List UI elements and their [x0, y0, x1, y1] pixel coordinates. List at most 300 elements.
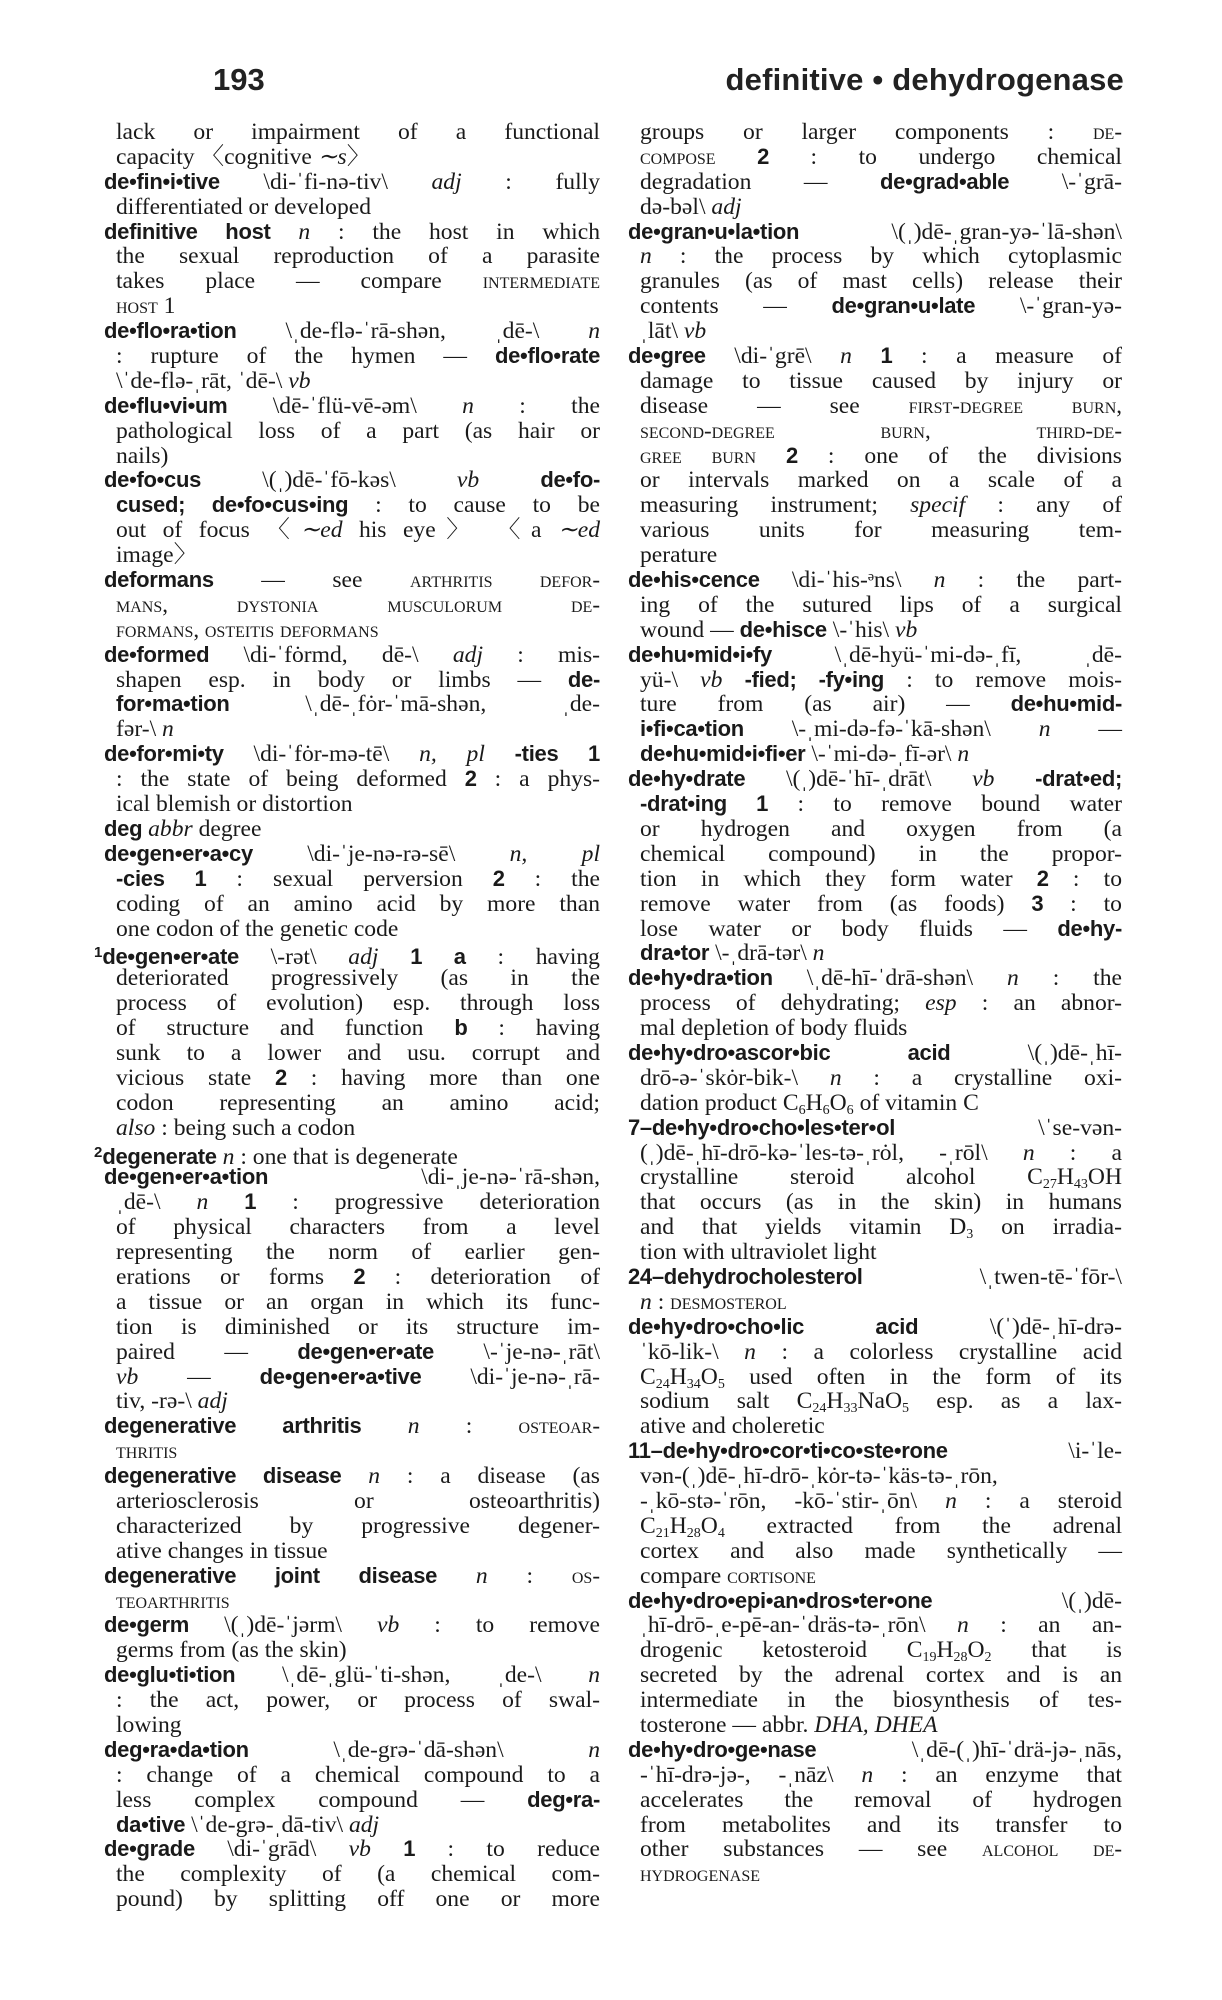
entry-continuation-line: [104, 1389, 600, 1414]
headword-text: de•hu•mid•i•fy: [628, 641, 772, 667]
entry-continuation-line: [104, 1887, 600, 1912]
entry-headword-line: [104, 643, 600, 668]
definition-text: : a phys-: [476, 766, 600, 793]
definition-text: [479, 467, 540, 493]
entry-continuation-line: [628, 1240, 1122, 1265]
definition-text: the complexity of (a chemical com-: [116, 1861, 600, 1888]
italic-label: also: [116, 1114, 156, 1141]
entry-headword-line: [628, 220, 1122, 245]
definition-text: \ˈde-flə-ˌrāt, ˈdē-\: [116, 367, 289, 394]
entry-continuation-line: [104, 244, 600, 269]
entry-continuation-line: [628, 1514, 1122, 1539]
headword-text: de•gran•u•la•tion: [628, 218, 800, 244]
italic-label: n: [840, 343, 852, 370]
definition-text: tion is diminished or its structure im-: [116, 1313, 600, 1340]
definition-text: that occurs (as in the skin) in humans: [640, 1189, 1122, 1216]
subscript: 6: [846, 1102, 854, 1118]
entry-continuation-line: [104, 692, 600, 717]
headword-text: de•hisce: [739, 616, 827, 642]
italic-label: n: [933, 567, 946, 594]
headword-text: 24–dehydrocholesterol: [628, 1263, 863, 1289]
cross-reference: desmosterol: [670, 1288, 787, 1314]
entry-continuation-line: [104, 966, 600, 991]
entry-continuation-line: [104, 917, 600, 942]
cross-reference: host: [116, 293, 158, 319]
italic-label: n: [368, 1463, 381, 1490]
definition-text: or hydrogen and oxygen from (a: [640, 815, 1122, 842]
definition-text: : the: [504, 865, 600, 892]
entry-continuation-line: [104, 618, 600, 643]
definition-text: the sexual reproduction of a parasite: [116, 243, 600, 270]
definition-text: germs from (as the skin): [116, 1637, 347, 1664]
definition-text: : the act, power, or process of swal-: [116, 1687, 600, 1714]
headword-text: de•flo•rate: [494, 343, 600, 369]
headword-text: 2: [275, 1064, 287, 1090]
definition-text: lack or impairment of a functional: [116, 119, 600, 145]
italic-label: n: [588, 1736, 600, 1763]
definition-text: lose water or body fluids —: [640, 915, 1058, 942]
definition-text: \ˌtwen-tē-ˈfōr-\: [862, 1263, 1122, 1290]
italic-label: adj: [348, 944, 379, 971]
subscript: 24: [812, 1401, 827, 1417]
entry-continuation-line: [628, 1813, 1122, 1838]
headword-text: de•hy•drate: [628, 766, 746, 792]
entry-headword-line: [104, 170, 600, 195]
entry-continuation-line: [104, 294, 600, 319]
definition-text: vən-(ˌ)dē-ˌhī-drō-ˌkȯr-tə-ˈkäs-tə-ˌrōn,: [640, 1463, 998, 1490]
right-column: [628, 120, 1122, 1887]
definition-text: \-ˈhis\: [826, 616, 896, 643]
definition-text: of structure and function: [116, 1015, 455, 1042]
headword-text: deg•ra-: [527, 1786, 600, 1812]
headword-text: de•gran•u•late: [831, 293, 976, 319]
definition-text: \-ˈgrā-: [1009, 168, 1122, 195]
definition-text: \(ˌ)dē-ˈjərm\: [189, 1612, 378, 1639]
headword-text: de•fin•i•tive: [104, 168, 220, 194]
entry-continuation-line: [104, 1763, 600, 1788]
headword-text: de•hy-: [1057, 915, 1122, 941]
definition-text: \di-ˌje-nə-ˈrā-shən,: [268, 1164, 600, 1191]
entry-continuation-line: [104, 1539, 600, 1564]
definition-text: : a steroid: [956, 1487, 1123, 1514]
entry-headword-line: [104, 1464, 600, 1489]
entry-continuation-line: [104, 1713, 600, 1738]
definition-text: H: [936, 1637, 954, 1664]
entry-headword-line: [628, 1738, 1122, 1763]
headword-text: cused; de•fo•cus•ing: [116, 492, 349, 518]
entry-continuation-line: [628, 419, 1122, 444]
definition-text: \(ˌ)dē-ˈhī-ˌdrāt\: [745, 766, 973, 793]
entry-continuation-line: [104, 369, 600, 394]
entry-continuation-line: [104, 1862, 600, 1887]
entry-continuation-line: [628, 518, 1122, 543]
headword-text: de•formed: [104, 641, 210, 667]
italic-label: n: [407, 1413, 420, 1440]
entry-continuation-line: [628, 244, 1122, 269]
entry-continuation-line: [104, 518, 600, 543]
definition-text: 1: [157, 293, 176, 320]
left-column: [94, 119, 601, 1913]
definition-text: image〉: [116, 542, 198, 569]
italic-label: adj: [452, 641, 483, 668]
definition-text: pathological loss of a part (as hair or: [116, 417, 600, 444]
definition-text: shapen esp. in body or limbs —: [116, 666, 568, 693]
definition-text: 〉: [346, 143, 371, 170]
definition-text: pound) by splitting off one or more: [116, 1886, 600, 1913]
definition-text: representing the norm of earlier gen-: [116, 1239, 600, 1266]
subscript: 3: [966, 1227, 974, 1243]
headword-text: 2: [464, 766, 477, 792]
italic-label: vb: [972, 766, 995, 793]
italic-label: n, pl: [509, 840, 600, 867]
entry-headword-line: [104, 742, 600, 767]
entry-headword-line: [104, 1165, 600, 1190]
entry-continuation-line: [104, 668, 600, 693]
definition-text: of physical characters from a level: [116, 1214, 600, 1241]
entry-continuation-line: [628, 817, 1122, 842]
definition-text: : any of: [965, 492, 1122, 519]
italic-label: n: [1007, 965, 1019, 992]
headword-text: degenerative arthritis: [104, 1413, 362, 1439]
definition-text: : the part-: [945, 567, 1122, 594]
headword-text: de•gen•er•a•tion: [104, 1164, 269, 1190]
subscript: 5: [717, 1376, 725, 1392]
definition-text: : rupture of the hymen —: [116, 343, 495, 370]
definition-text: :: [419, 1413, 519, 1440]
definition-text: : a colorless crystalline acid: [755, 1338, 1123, 1365]
definition-text: \i-ˈle-: [947, 1438, 1122, 1465]
entry-continuation-line: [628, 1414, 1122, 1439]
headword-text: b: [454, 1015, 468, 1041]
definition-text: other substances — see: [640, 1836, 982, 1863]
italic-label: n: [588, 1662, 600, 1689]
definition-text: \(ˈ)dē-ˌhī-drə-: [918, 1313, 1122, 1340]
headword-text: 3: [1031, 890, 1044, 916]
entry-continuation-line: [628, 1862, 1122, 1887]
headword-text: de•for•mi•ty: [104, 741, 224, 767]
entry-continuation-line: [104, 792, 600, 817]
cross-reference: mans, dystonia musculorum de-: [116, 591, 600, 617]
headword-text: de•his•cence: [628, 567, 760, 593]
entry-continuation-line: [628, 294, 1122, 319]
headword-text: deformans: [104, 567, 214, 593]
italic-label: n: [640, 243, 652, 270]
definition-text: perature: [640, 542, 718, 569]
homograph-number: 1: [94, 944, 103, 962]
entry-continuation-line: [628, 269, 1122, 294]
definition-text: : a disease (as: [380, 1463, 600, 1490]
definition-text: C: [640, 1363, 656, 1390]
entry-continuation-line: [104, 1265, 600, 1290]
italic-label: adj: [711, 193, 742, 220]
definition-text: capacity 〈cognitive: [116, 143, 318, 170]
definition-text: \-ˈje-nə-ˌrāt\: [434, 1338, 600, 1365]
definition-text: \di-ˈje-nə-rə-sē\: [252, 840, 510, 867]
headword-text: da•tive: [116, 1811, 186, 1837]
entry-continuation-line: [104, 593, 600, 618]
definition-text: [994, 766, 1035, 792]
entry-continuation-line: [104, 1638, 600, 1663]
definition-text: ˌdē-\: [116, 1189, 197, 1216]
entry-headword-line: [104, 1663, 600, 1688]
definition-text: intermediate in the biosynthesis of tes-: [640, 1687, 1122, 1714]
definition-text: O: [700, 1512, 718, 1539]
entry-headword-line: [104, 842, 600, 867]
definition-text: of vitamin C: [853, 1089, 979, 1116]
italic-label: n: [222, 1143, 235, 1170]
definition-text: vicious state: [116, 1064, 276, 1091]
entry-continuation-line: [628, 1613, 1122, 1638]
entry-continuation-line: [628, 917, 1122, 942]
definition-text: compare: [640, 1562, 728, 1589]
entry-continuation-line: [628, 1091, 1122, 1116]
headword-text: 2: [492, 865, 505, 891]
definition-text: : the: [1018, 965, 1122, 992]
definition-text: \(ˌ)dē-ˈfō-kəs\: [201, 467, 457, 494]
definition-text: fər-\: [116, 716, 163, 743]
definition-text: : a crystalline oxi-: [841, 1064, 1122, 1091]
entry-continuation-line: [104, 1066, 600, 1091]
entry-continuation-line: [628, 444, 1122, 469]
definition-text: less complex compound —: [116, 1786, 528, 1813]
headword-text: for•ma•tion: [116, 691, 230, 717]
definition-text: :: [487, 1562, 572, 1589]
definition-text: : an enzyme that: [873, 1761, 1122, 1788]
definition-text: \di-ˈgrē\: [705, 343, 841, 370]
definition-text: that is: [991, 1637, 1122, 1664]
definition-text: chemical compound) in the propor-: [640, 840, 1122, 867]
definition-text: \di-ˈhis-ᵊns\: [759, 567, 934, 594]
entry-continuation-line: [104, 120, 600, 145]
definition-text: dation product C: [640, 1089, 799, 1116]
definition-text: yü-\: [640, 666, 701, 693]
definition-text: \di-ˈfȯr-mə-tē\: [223, 741, 420, 768]
definition-text: differentiated or developed: [116, 193, 372, 220]
entry-headword-line: [628, 966, 1122, 991]
headword-text: dra•tor: [640, 940, 710, 966]
cross-reference: hydrogenase: [640, 1861, 760, 1887]
definition-text: \dē-ˈflü-vē-əm\: [227, 392, 463, 419]
definition-text: secreted by the adrenal cortex and is an: [640, 1662, 1122, 1689]
headword-text: deg: [104, 815, 143, 841]
definition-text: ical blemish or distortion: [116, 791, 353, 818]
headword-text: de•fo-: [540, 467, 600, 493]
definition-text: : the state of being deformed: [116, 766, 465, 793]
definition-text: drogenic ketosteroid C: [640, 1637, 923, 1664]
italic-label: vb: [700, 666, 723, 693]
entry-continuation-line: [628, 1016, 1122, 1041]
entry-continuation-line: [628, 1340, 1122, 1365]
entry-continuation-line: [628, 867, 1122, 892]
entry-continuation-line: [628, 1564, 1122, 1589]
cross-reference: osteoar-: [518, 1413, 600, 1439]
entry-headword-line: [104, 220, 600, 245]
headword-text: 2: [353, 1263, 366, 1289]
headword-text: de•flu•vi•um: [104, 392, 228, 418]
headword-text: de•hu•mid-: [1010, 691, 1122, 717]
entry-continuation-line: [104, 1688, 600, 1713]
subscript: 21: [655, 1525, 670, 1541]
definition-text: lowing: [116, 1712, 182, 1738]
definition-text: —: [138, 1363, 260, 1390]
entry-continuation-line: [104, 1813, 600, 1838]
entry-continuation-line: [628, 1763, 1122, 1788]
entry-headword-line: [628, 643, 1122, 668]
definition-text: [437, 1563, 476, 1589]
definition-text: degradation —: [640, 168, 881, 195]
italic-label: n: [196, 1189, 209, 1216]
italic-label: adj: [348, 1811, 380, 1838]
entry-continuation-line: [104, 543, 600, 568]
italic-label: n, pl: [419, 741, 485, 768]
entry-continuation-line: [104, 991, 600, 1016]
definition-text: cortex and also made synthetically —: [640, 1537, 1122, 1564]
cross-reference: compose: [640, 143, 716, 169]
subscript: 33: [843, 1401, 858, 1417]
definition-text: \-ˌdrā-tər\: [709, 940, 813, 967]
definition-text: ˌlāt\: [640, 318, 684, 345]
definition-text: : having: [465, 944, 600, 971]
entry-continuation-line: [628, 892, 1122, 917]
definition-text: C: [640, 1512, 656, 1539]
italic-label: vb: [116, 1363, 139, 1390]
subscript: 5: [902, 1401, 910, 1417]
entry-headword-line: [104, 468, 600, 493]
headword-text: -ties 1: [514, 741, 600, 767]
definition-text: \ˈse-vən-: [895, 1114, 1122, 1141]
cross-reference: teoarthritis: [116, 1587, 230, 1613]
italic-label: n: [861, 1761, 874, 1788]
entry-continuation-line: [628, 1688, 1122, 1713]
headword-text: de•glu•ti•tion: [104, 1662, 236, 1688]
headword-text: 1: [403, 1836, 416, 1862]
entry-headword-line: [628, 1265, 1122, 1290]
entry-continuation-line: [628, 1365, 1122, 1390]
headword-text: degenerate: [102, 1143, 217, 1169]
definition-text: \di-ˈfi-nə-tiv\: [219, 168, 432, 195]
definition-text: : the process by which cytoplasmic: [651, 243, 1122, 270]
definition-text: sodium salt C: [640, 1388, 813, 1415]
definition-text: : mis-: [483, 641, 600, 668]
headword-text: de•gen•er•ate: [297, 1338, 434, 1364]
italic-label: n: [640, 1288, 652, 1315]
entry-continuation-line: [104, 1489, 600, 1514]
definition-text: —: [1050, 716, 1122, 743]
definition-text: takes place — compare: [116, 268, 483, 295]
entry-headword-line: [94, 1141, 600, 1170]
definition-text: : deterioration of: [365, 1263, 600, 1290]
cross-reference: first-degree burn,: [908, 392, 1122, 418]
definition-text: : to: [1048, 865, 1122, 892]
entry-continuation-line: [628, 468, 1122, 493]
definition-text: arteriosclerosis or osteoarthritis): [116, 1487, 600, 1514]
headword-text: 1 a: [410, 944, 466, 970]
definition-text: \ˌdē-ˌglü-ˈti-shən, ˌde-\: [235, 1662, 589, 1689]
definition-text: \di-ˈgrād\: [194, 1836, 349, 1863]
subscript: 6: [822, 1102, 830, 1118]
definition-text: esp. as a lax-: [909, 1388, 1123, 1415]
definition-text: tion with ultraviolet light: [640, 1239, 877, 1266]
headword-text: 1: [244, 1189, 257, 1215]
definition-text: \ˌde-flə-ˈrā-shən, ˌdē-\: [236, 318, 589, 345]
definition-text: crystalline steroid alcohol C: [640, 1164, 1043, 1191]
definition-text: extracted from the adrenal: [724, 1512, 1122, 1539]
headword-text: -cies 1: [116, 865, 207, 891]
entry-continuation-line: [628, 1539, 1122, 1564]
definition-text: : progressive deterioration: [256, 1189, 601, 1216]
italic-label: adj: [197, 1388, 228, 1415]
headword-text: de•gen•er•ate: [102, 944, 239, 970]
italic-label: n: [588, 318, 600, 345]
headword-text: de•gen•er•a•cy: [104, 840, 253, 866]
definition-text: coding of an amino acid by more than: [116, 890, 600, 917]
definition-text: erations or forms: [116, 1263, 354, 1290]
definition-text: a tissue or an organ in which its func-: [116, 1288, 600, 1315]
cross-reference: de-: [1093, 119, 1122, 144]
definition-text: : the: [473, 392, 600, 419]
entry-continuation-line: [628, 1637, 1122, 1666]
definition-text: \(ˌ)dē-ˌgran-yə-ˈlā-shən\: [799, 218, 1122, 245]
definition-text: [852, 343, 881, 369]
definition-text: ing of the sutured lips of a surgical: [640, 591, 1122, 618]
entry-headword-line: [104, 1414, 600, 1439]
definition-text: mal depletion of body fluids: [640, 1015, 908, 1042]
entry-headword-line: [628, 1439, 1122, 1464]
definition-text: ˌhī-drō-ˌe-pē-an-ˈdräs-tə-ˌrōn\: [640, 1612, 957, 1639]
italic-label: vb: [377, 1612, 400, 1639]
definition-text: : a measure of: [892, 343, 1122, 370]
headword-text: de•germ: [104, 1612, 190, 1638]
headword-text: degenerative joint disease: [104, 1562, 438, 1588]
italic-label: vb: [683, 318, 707, 345]
entry-headword-line: [628, 1315, 1122, 1340]
italic-label: DHA, DHEA: [814, 1712, 938, 1738]
entry-continuation-line: [104, 1215, 600, 1240]
definition-text: : to cause to be: [348, 492, 601, 519]
entry-continuation-line: [104, 1116, 600, 1141]
entry-continuation-line: [628, 1837, 1122, 1862]
subscript: 24: [655, 1376, 670, 1392]
cross-reference: cortisone: [727, 1562, 816, 1588]
entry-continuation-line: [628, 1663, 1122, 1688]
italic-label: vb: [895, 616, 918, 643]
definition-text: -ˈhī-drə-jə-, -ˌnāz\: [640, 1761, 862, 1788]
definition-text: : to remove bound water: [768, 791, 1122, 818]
definition-text: : to: [1043, 890, 1122, 917]
italic-label: n: [829, 1064, 842, 1091]
definition-text: ture from (as air) —: [640, 691, 1011, 718]
entry-continuation-line: [104, 145, 600, 170]
italic-label: n: [162, 716, 174, 743]
entry-continuation-line: [628, 1141, 1122, 1166]
entry-continuation-line: [628, 543, 1122, 568]
entry-continuation-line: [104, 1041, 600, 1066]
italic-label: ∼s: [317, 143, 347, 170]
definition-text: [756, 443, 786, 469]
entry-continuation-line: [628, 792, 1122, 817]
definition-text: contents —: [640, 293, 832, 320]
definition-text: \-ˈgran-yə-: [975, 293, 1122, 320]
definition-text: O: [829, 1089, 847, 1116]
definition-text: [722, 667, 744, 693]
headword-text: 11–de•hy•dro•cor•ti•co•ste•rone: [628, 1438, 948, 1464]
cross-reference: alcohol de-: [982, 1836, 1122, 1862]
entry-continuation-line: [104, 892, 600, 917]
definition-text: :: [651, 1288, 671, 1315]
headword-text: -drat•ed;: [1035, 766, 1122, 792]
subscript: 2: [984, 1650, 992, 1666]
definition-text: : change of a chemical compound to a: [116, 1761, 600, 1788]
